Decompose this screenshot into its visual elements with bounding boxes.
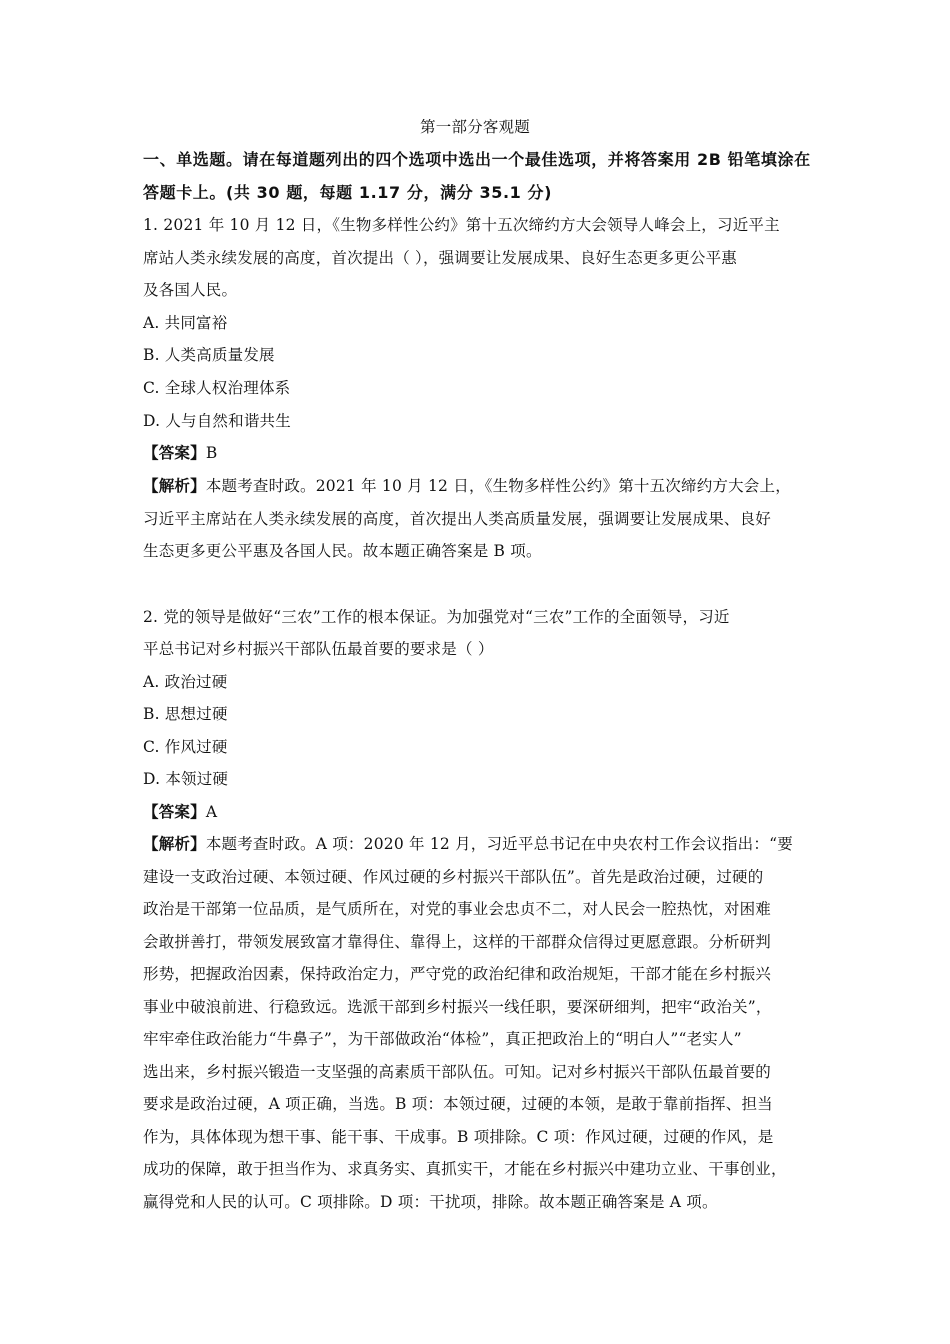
analysis-text: 本题考查时政。2021 年 10 月 12 日，《生物多样性公约》第十五次缔约方大会上， (205, 477, 791, 495)
answer-value: B (205, 444, 218, 462)
q1-stem-line-2: 席站人类永续发展的高度，首次提出（ ），强调要让发展成果、良好生态更多更公平惠 (143, 249, 737, 267)
q1-answer (143, 443, 217, 463)
q2-analysis-line-5: 形势，把握政治因素，保持政治定力，严守党的政治纪律和政治规矩，干部才能在乡村振兴 (143, 965, 772, 983)
q1-option-d: D. 人与自然和谐共生 (143, 412, 291, 430)
answer-value: A (205, 803, 218, 821)
part-title: 第一部分客观题 (420, 118, 530, 136)
q2-stem-line-1: 2. 党的领导是做好“三农”工作的根本保证。为加强党对“三农”工作的全面领导，习近 (143, 608, 730, 626)
q2-analysis-line-2: 建设一支政治过硬、本领过硬、作风过硬的乡村振兴干部队伍”。首先是政治过硬，过硬的 (143, 868, 764, 886)
answer-tag: 【答案】 (143, 444, 206, 462)
q1-option-c: C. 全球人权治理体系 (143, 379, 291, 397)
q2-analysis-line-3: 政治是干部第一位品质，是气质所在，对党的事业会忠贞不二，对人民会一腔热忱，对困难 (143, 900, 772, 918)
q1-analysis-line-3: 生态更多更公平惠及各国人民。故本题正确答案是 B 项。 (143, 542, 542, 560)
q1-analysis-line-1 (143, 476, 791, 496)
analysis-tag: 【解析】 (143, 835, 206, 853)
q2-answer (143, 802, 217, 822)
q2-analysis-line-9: 要求是政治过硬，A 项正确，当选。B 项：本领过硬，过硬的本领，是敢于靠前指挥、担当 (143, 1095, 773, 1113)
analysis-text: 本题考查时政。A 项：2020 年 12 月，习近平总书记在中央农村工作会议指出：“要 (205, 835, 793, 853)
q2-analysis-line-4: 会敢拼善打，带领发展致富才靠得住、靠得上，这样的干部群众信得过更愿意跟。分析研判 (143, 933, 772, 951)
q2-analysis-line-12: 赢得党和人民的认可。C 项排除。D 项：干扰项，排除。故本题正确答案是 A 项。 (143, 1193, 718, 1211)
q2-analysis-line-10: 作为，具体体现为想干事、能干事、干成事。B 项排除。C 项：作风过硬，过硬的作风，是 (143, 1128, 774, 1146)
answer-tag: 【答案】 (143, 803, 206, 821)
q2-stem-line-2: 平总书记对乡村振兴干部队伍最首要的要求是（ ） (143, 640, 494, 658)
q1-stem-line-1: 1. 2021 年 10 月 12 日，《生物多样性公约》第十五次缔约方大会领导人峰会上，习近平主 (143, 216, 780, 234)
q1-analysis-line-2: 习近平主席站在人类永续发展的高度，首次提出人类高质量发展，强调要让发展成果、良好 (143, 510, 772, 528)
q1-option-a: A. 共同富裕 (143, 314, 228, 332)
q2-option-a: A. 政治过硬 (143, 673, 228, 691)
section-instruction-line-2: 答题卡上。(共 30 题，每题 1.17 分，满分 35.1 分) (143, 183, 553, 202)
q2-analysis-line-8: 选出来，乡村振兴锻造一支坚强的高素质干部队伍。可知。记对乡村振兴干部队伍最首要的 (143, 1063, 772, 1081)
q2-analysis-line-1 (143, 834, 793, 854)
q1-option-b: B. 人类高质量发展 (143, 346, 275, 364)
q2-analysis-line-6: 事业中破浪前进、行稳致远。选派干部到乡村振兴一线任职，要深研细判，把牢“政治关”， (143, 998, 772, 1016)
analysis-tag: 【解析】 (143, 477, 206, 495)
q2-option-c: C. 作风过硬 (143, 738, 228, 756)
section-instruction-line-1: 一、单选题。请在每道题列出的四个选项中选出一个最佳选项，并将答案用 2B 铅笔填涂在 (143, 150, 811, 169)
q2-option-b: B. 思想过硬 (143, 705, 228, 723)
q2-option-d: D. 本领过硬 (143, 770, 229, 788)
q2-analysis-line-11: 成功的保障，敢于担当作为、求真务实、真抓实干，才能在乡村振兴中建功立业、干事创业， (143, 1160, 787, 1178)
q1-stem-line-3: 及各国人民。 (143, 281, 238, 299)
q2-analysis-line-7: 牢牢牵住政治能力“牛鼻子”，为干部做政治“体检”，真正把政治上的“明白人”“老实人” (143, 1030, 742, 1048)
